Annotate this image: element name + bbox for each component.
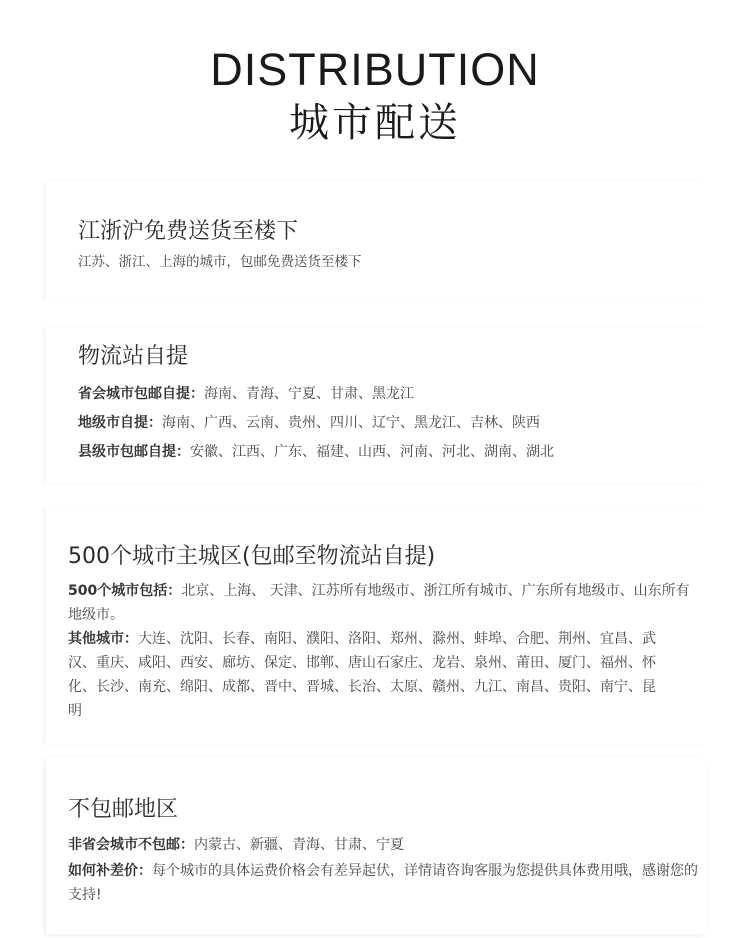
cities-included-value: 北京、上海、 天津、江苏所有地级市、浙江所有城市、广东所有地级市、山东所有地级市。 — [68, 583, 690, 623]
section-text-free-delivery — [78, 250, 362, 274]
title-english: DISTRIBUTION — [210, 44, 540, 95]
pickup-line-county — [78, 440, 554, 464]
other-cities-label: 其他城市： — [68, 631, 138, 647]
other-cities-paragraph — [68, 627, 668, 723]
pickup-label-prefecture: 地级市自提： — [78, 415, 162, 431]
section-title-pickup: 物流站自提 — [78, 344, 189, 369]
price-difference-value: 每个城市的具体运费价格会有差异起伏，详情请咨询客服为您提供具体费用哦，感谢您的支持! — [68, 863, 698, 903]
cities-included-paragraph — [68, 579, 698, 627]
no-free-shipping-line — [68, 833, 404, 857]
section-title-500-cities: 500个城市主城区(包邮至物流站自提) — [68, 544, 436, 569]
no-free-shipping-value: 内蒙古、新疆、青海、甘肃、宁夏 — [194, 837, 404, 853]
price-difference-paragraph — [68, 859, 698, 907]
other-cities-value: 大连、沈阳、长春、南阳、濮阳、洛阳、郑州、滁州、蚌埠、合肥、荆州、宜昌、武汉、重庆、咸阳、西安、廊坊、保定、邯郸、唐山石家庄、龙岩、泉州、莆田、厦门、福州、怀化、长沙、南充、绵阳、成都、晋中、晋城、长治、太原、赣州、九江、南昌、贵阳、南宁、昆明 — [68, 631, 656, 719]
title-chinese: 城市配送 — [289, 100, 461, 146]
pickup-value-prefecture: 海南、广西、云南、贵州、四川、辽宁、黑龙江、吉林、陕西 — [162, 415, 540, 431]
price-difference-label: 如何补差价： — [68, 863, 152, 879]
free-delivery-text: 江苏、浙江、上海的城市，包邮免费送货至楼下 — [78, 254, 362, 270]
no-free-shipping-label: 非省会城市不包邮： — [68, 837, 194, 853]
pickup-label-county: 县级市包邮自提： — [78, 444, 190, 460]
pickup-label-provincial: 省会城市包邮自提： — [78, 386, 204, 402]
pickup-line-provincial — [78, 382, 414, 406]
page-header — [0, 44, 750, 148]
pickup-value-county: 安徽、江西、广东、福建、山西、河南、河北、湖南、湖北 — [190, 444, 554, 460]
pickup-line-prefecture — [78, 411, 540, 435]
section-title-no-free-shipping: 不包邮地区 — [68, 797, 179, 822]
pickup-value-provincial: 海南、青海、宁夏、甘肃、黑龙江 — [204, 386, 414, 402]
section-title-free-delivery: 江浙沪免费送货至楼下 — [78, 219, 299, 244]
cities-included-label: 500个城市包括： — [68, 583, 182, 599]
